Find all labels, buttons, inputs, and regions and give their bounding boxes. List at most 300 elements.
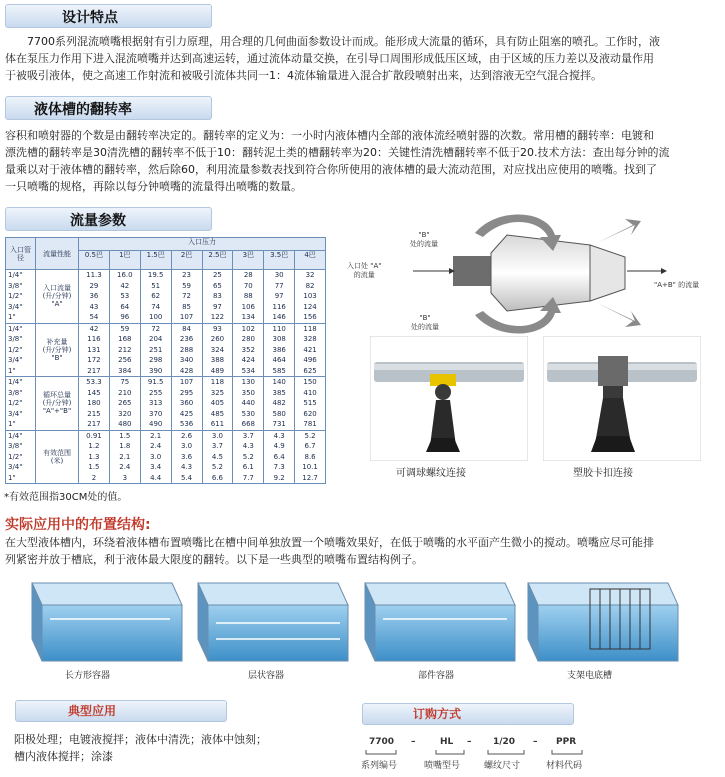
flow-value: 102 xyxy=(241,324,255,333)
flow-value: 4.9 xyxy=(273,442,285,450)
order-code-dash: – xyxy=(467,737,472,747)
flow-value: 320 xyxy=(118,409,132,418)
flow-value: 43 xyxy=(89,302,99,311)
flow-value: 82 xyxy=(305,281,315,290)
flow-value: 496 xyxy=(303,356,317,364)
flow-value: 2 xyxy=(91,473,97,482)
flow-value: 668 xyxy=(241,420,255,428)
flow-value: 360 xyxy=(179,399,194,407)
order-label-thread: 螺纹尺寸 xyxy=(484,761,521,771)
flow-value-cell xyxy=(171,430,202,484)
flow-header xyxy=(5,207,212,231)
flow-value: 116 xyxy=(87,335,101,343)
flow-value: 134 xyxy=(241,313,255,321)
label-ab-out: "A+B" 的流量 xyxy=(654,281,700,289)
flow-value: 172 xyxy=(87,356,101,364)
flow-value-cell xyxy=(79,430,110,484)
order-code-material: PPR xyxy=(556,737,577,747)
flow-value: 107 xyxy=(179,313,194,321)
flow-value: 328 xyxy=(303,335,317,343)
flow-value-cell xyxy=(202,270,233,324)
flow-value: 84 xyxy=(182,324,192,333)
flow-value: 11.3 xyxy=(86,271,102,279)
flow-value: 215 xyxy=(87,409,101,418)
flow-value: 464 xyxy=(272,356,286,364)
flow-value: 118 xyxy=(303,324,317,333)
flow-value-cell xyxy=(295,430,326,484)
flow-value: 16.0 xyxy=(117,271,133,279)
flow-value: 23 xyxy=(182,271,192,279)
flow-value: 6.1 xyxy=(242,463,254,471)
flow-footnote: *有效范围指30CM处的值。 xyxy=(4,492,128,503)
flow-value: 236 xyxy=(179,335,194,343)
tank-label-rectangular: 长方形容器 xyxy=(65,671,111,681)
flow-value: 146 xyxy=(272,313,286,321)
flow-value: 12.7 xyxy=(302,473,318,482)
label-b-bottom-letter: "B" xyxy=(419,314,431,322)
flow-value: 6.4 xyxy=(273,452,285,461)
flow-value-cell xyxy=(264,270,295,324)
flow-value: 440 xyxy=(241,399,255,407)
flow-value-cell xyxy=(202,377,233,431)
flow-value: 97 xyxy=(212,302,222,311)
flow-value: 5.2 xyxy=(242,452,254,461)
flow-arrow-out-top xyxy=(597,219,641,243)
flow-value-cell xyxy=(295,377,326,431)
flow-value-cell xyxy=(233,270,264,324)
flow-value: 1.2 xyxy=(88,442,100,450)
pressure-header-cell: 1.5巴 xyxy=(140,251,171,270)
flow-value: 490 xyxy=(149,420,163,428)
flow-table xyxy=(5,237,326,484)
flow-value: 29 xyxy=(89,281,99,290)
flow-value: 156 xyxy=(303,313,317,321)
flow-value: 265 xyxy=(118,399,132,407)
photo-ball-thread xyxy=(370,336,528,461)
flow-arrow-out-bottom xyxy=(597,303,641,327)
flow-value: 4.4 xyxy=(150,473,162,482)
flow-value-cell xyxy=(233,377,264,431)
size-value: 3/8" xyxy=(8,442,23,450)
flow-value: 130 xyxy=(241,378,255,386)
flow-value: 25 xyxy=(212,271,222,279)
flow-value: 51 xyxy=(151,281,161,290)
flow-value: 2.4 xyxy=(119,463,131,471)
flow-value: 145 xyxy=(87,388,101,397)
flow-value: 4.3 xyxy=(273,431,285,440)
flow-value: 534 xyxy=(241,366,255,375)
flow-value: 386 xyxy=(272,345,286,354)
flow-value: 536 xyxy=(179,420,194,428)
flow-value-cell xyxy=(295,323,326,377)
tank-label-layered: 层状容器 xyxy=(248,671,285,681)
flow-value: 370 xyxy=(149,409,163,418)
flow-value: 217 xyxy=(87,420,101,428)
label-a-in-letter: 入口处 "A" xyxy=(347,262,382,270)
flow-value: 485 xyxy=(210,409,225,418)
arrow-ab-out-head xyxy=(661,268,667,274)
flow-value: 390 xyxy=(149,366,163,375)
flow-value: 384 xyxy=(118,366,132,375)
caption-plastic-clip: 塑胶卡扣连接 xyxy=(573,468,633,479)
flow-value: 428 xyxy=(179,366,194,375)
flow-value: 3.0 xyxy=(211,431,223,440)
flow-value: 110 xyxy=(272,324,286,333)
flow-value: 74 xyxy=(151,302,161,311)
tank-label-rack: 支架电底槽 xyxy=(567,671,613,681)
turnover-line: 量乘以对于液体槽的翻转率，然后除60，利用流量参数表找到符合你所使用的液体槽的最大流动范围，对应找出应使用的喷嘴。找到了 xyxy=(5,163,657,176)
flow-value: 5.2 xyxy=(304,431,316,440)
flow-value: 42 xyxy=(120,281,130,290)
tank-label-parts: 部件容器 xyxy=(418,671,455,681)
size-value: 1/4" xyxy=(8,271,23,279)
flow-value: 1.5 xyxy=(119,431,131,440)
order-code-series: 7700 xyxy=(369,737,395,747)
flow-value: 489 xyxy=(210,366,225,375)
label-b-bottom-text: 处的流量 xyxy=(411,323,439,331)
group-label: 入口流量 (升/分钟) "A" xyxy=(36,270,79,324)
order-label-nozzle: 喷嘴型号 xyxy=(424,761,461,771)
flow-value: 731 xyxy=(272,420,286,428)
flow-value: 0.91 xyxy=(86,431,102,440)
flow-value: 30 xyxy=(274,271,284,279)
size-value: 1" xyxy=(8,313,16,321)
group-label: 有效范围 (米) xyxy=(36,430,79,484)
flow-value: 585 xyxy=(272,366,286,375)
typical-paragraph xyxy=(14,731,354,765)
order-code-dash: – xyxy=(533,737,538,747)
flow-value: 3.6 xyxy=(180,452,193,461)
flow-value: 1.3 xyxy=(88,452,100,461)
flow-value: 308 xyxy=(272,335,286,343)
size-value: 1/2" xyxy=(8,452,23,461)
flow-value: 480 xyxy=(118,420,132,428)
flow-value: 260 xyxy=(210,335,225,343)
tank-rectangular xyxy=(32,583,182,661)
order-code-thread: 1/20 xyxy=(493,737,516,747)
flow-value: 42 xyxy=(89,324,99,333)
flow-value: 93 xyxy=(212,324,222,333)
label-b-top xyxy=(410,231,438,249)
pressure-header-cell: 4巴 xyxy=(295,251,326,270)
flow-value: 36 xyxy=(89,292,99,300)
order-code-dash: – xyxy=(411,737,416,747)
flow-value: 6.6 xyxy=(211,473,223,482)
pressure-header-cell: 0.5巴 xyxy=(79,251,110,270)
turnover-title: 液体槽的翻转率 xyxy=(34,102,132,118)
order-code-nozzle: HL xyxy=(440,737,454,747)
flow-value: 32 xyxy=(305,271,315,279)
flow-value: 83 xyxy=(212,292,222,300)
size-value: 1/2" xyxy=(8,292,23,300)
flow-value: 9.2 xyxy=(273,473,285,482)
flow-value: 118 xyxy=(210,378,225,386)
typical-line: 槽内液体搅拌；涂漆 xyxy=(14,750,113,763)
flow-value: 313 xyxy=(149,399,163,407)
flow-value: 64 xyxy=(120,302,130,311)
flow-value-cell xyxy=(202,323,233,377)
turnover-line: 漂洗槽的翻转率是30清洗槽的翻转率不低于10：翻转泥土类的槽翻转率为20：关键性清洗槽翻转率不低于20.技术方法：查出每分钟的流 xyxy=(5,146,670,159)
flow-value-cell xyxy=(295,270,326,324)
flow-value: 295 xyxy=(179,388,194,397)
flow-value: 2.1 xyxy=(150,431,162,440)
flow-value-cell xyxy=(264,430,295,484)
flow-group-row xyxy=(6,377,326,431)
flow-value: 72 xyxy=(151,324,161,333)
size-value: 1/4" xyxy=(8,431,23,440)
flow-value: 405 xyxy=(210,399,225,407)
flow-value-cell xyxy=(171,377,202,431)
size-value: 1" xyxy=(8,473,16,482)
flow-value: 100 xyxy=(149,313,163,321)
pressure-header-cell: 2.5巴 xyxy=(202,251,233,270)
flow-value: 210 xyxy=(118,388,132,397)
turnover-line: 容积和喷射器的个数是由翻转率决定的。翻转率的定义为：一小时内液体槽内全部的液体流经喷射器的次数。常用槽的翻转率：电镀和 xyxy=(5,129,654,142)
caption-ball-thread: 可调球螺纹连接 xyxy=(396,468,466,479)
size-cell xyxy=(6,430,36,484)
size-value: 3/4" xyxy=(8,356,23,364)
order-label-material: 材料代码 xyxy=(546,761,583,771)
flow-value: 256 xyxy=(118,356,132,364)
flow-value: 1.8 xyxy=(119,442,131,450)
flow-value-cell xyxy=(109,377,140,431)
flow-value: 70 xyxy=(243,281,253,290)
flow-value-cell xyxy=(202,430,233,484)
flow-value: 8.6 xyxy=(304,452,316,461)
features-title: 设计特点 xyxy=(62,10,118,26)
typical-title: 典型应用 xyxy=(68,704,117,718)
flow-value: 5.4 xyxy=(180,473,193,482)
label-b-top-text: 处的流量 xyxy=(410,240,438,248)
flow-value: 106 xyxy=(241,302,255,311)
label-a-in-text: 的流量 xyxy=(353,271,375,279)
flow-value: 217 xyxy=(87,366,101,375)
size-value: 1/4" xyxy=(8,378,23,386)
flow-value-cell xyxy=(140,377,171,431)
flow-value-cell xyxy=(233,430,264,484)
photo-plastic-clip xyxy=(543,336,701,461)
flow-value: 103 xyxy=(303,292,317,300)
flow-value: 85 xyxy=(182,302,192,311)
flow-value: 7.7 xyxy=(242,473,254,482)
flow-value: 580 xyxy=(272,409,286,418)
flow-value: 4.3 xyxy=(180,463,193,471)
flow-value-cell xyxy=(140,270,171,324)
flow-value: 3.0 xyxy=(150,452,162,461)
size-value: 1/2" xyxy=(8,345,23,354)
turnover-header xyxy=(5,96,212,120)
typical-line: 阳极处理；电镀液搅拌；液体中清洗；液体中蚀刻； xyxy=(14,733,267,746)
flow-value: 3.7 xyxy=(211,442,223,450)
flow-value: 1.5 xyxy=(88,463,100,471)
flow-value: 91.5 xyxy=(147,378,164,386)
flow-value: 168 xyxy=(118,335,132,343)
layout-title: 实际应用中的布置结构: xyxy=(5,517,151,533)
flow-value: 2.6 xyxy=(180,431,193,440)
flow-value: 59 xyxy=(182,281,192,290)
flow-value: 352 xyxy=(241,345,255,354)
size-value: 3/8" xyxy=(8,335,23,343)
flow-value: 424 xyxy=(241,356,255,364)
flow-value: 77 xyxy=(274,281,284,290)
label-a-in xyxy=(347,262,381,280)
flow-value: 96 xyxy=(120,313,130,321)
flow-value-cell xyxy=(171,323,202,377)
layout-line: 列紧密并放于槽底，利于液体最大限度的翻转。以下是一些典型的喷嘴布置结构例子。 xyxy=(5,553,423,566)
flow-value: 350 xyxy=(241,388,255,397)
features-line: 体在泵压力作用下进入混流喷嘴并达到高速运转，通过流体动量交换，在引导口周围形成低压区域，由于区域的压力差以及液动量作用 xyxy=(5,52,654,65)
flow-value: 65 xyxy=(212,281,222,290)
flow-value: 53 xyxy=(120,292,130,300)
flow-value-cell xyxy=(171,270,202,324)
flow-value: 212 xyxy=(118,345,132,354)
flow-value: 325 xyxy=(210,388,225,397)
pressure-header-cell: 2巴 xyxy=(171,251,202,270)
flow-value-cell xyxy=(233,323,264,377)
order-label-series: 系列编号 xyxy=(361,761,398,771)
size-value: 3/4" xyxy=(8,302,23,311)
nozzle-outlet xyxy=(590,245,625,301)
flow-value-cell xyxy=(140,430,171,484)
flow-value-cell xyxy=(140,323,171,377)
flow-value: 3 xyxy=(122,473,128,482)
flow-value-cell xyxy=(109,270,140,324)
flow-value: 19.5 xyxy=(147,271,164,279)
flow-table-header-row xyxy=(6,238,326,251)
flow-value: 10.1 xyxy=(302,463,318,471)
flow-value: 122 xyxy=(210,313,225,321)
flow-value: 53.3 xyxy=(86,378,102,386)
tank-illustrations xyxy=(10,575,720,665)
pressure-header-cell: 1巴 xyxy=(109,251,140,270)
group-label: 补充量 (升/分钟) "B" xyxy=(36,323,79,377)
size-value: 3/8" xyxy=(8,281,23,290)
flow-value-cell xyxy=(109,430,140,484)
size-value: 1/4" xyxy=(8,324,23,333)
layout-line: 在大型液体槽内，环绕着液体槽布置喷嘴比在槽中间单独放置一个喷嘴效果好，在低于喷嘴的水平面产生微小的搅动。喷嘴应尽可能排 xyxy=(5,536,654,549)
col-size-header: 入口管径 xyxy=(6,238,36,270)
size-value: 3/4" xyxy=(8,463,23,471)
order-title: 订购方式 xyxy=(413,707,462,721)
nozzle-flow-diagram xyxy=(335,213,720,335)
flow-value: 410 xyxy=(303,388,317,397)
flow-value: 72 xyxy=(182,292,192,300)
flow-value: 97 xyxy=(274,292,284,300)
order-header xyxy=(362,703,574,725)
flow-value: 3.0 xyxy=(180,442,193,450)
flow-value: 298 xyxy=(149,356,163,364)
flow-value: 4.5 xyxy=(211,452,223,461)
flow-value: 5.2 xyxy=(211,463,223,471)
flow-value: 280 xyxy=(241,335,255,343)
flow-value-cell xyxy=(79,377,110,431)
col-perf-header: 流量性能 xyxy=(36,238,79,270)
flow-value: 3.4 xyxy=(150,463,162,471)
flow-value-cell xyxy=(264,377,295,431)
label-b-bottom xyxy=(411,314,439,332)
flow-value: 180 xyxy=(87,399,101,407)
flow-group-row xyxy=(6,430,326,484)
flow-value: 4.3 xyxy=(242,442,254,450)
flow-value-cell xyxy=(109,323,140,377)
flow-value-cell xyxy=(79,323,110,377)
size-cell xyxy=(6,377,36,431)
size-value: 3/4" xyxy=(8,409,23,418)
flow-value: 425 xyxy=(179,409,194,418)
turnover-line: 一只喷嘴的规格，再除以每分钟喷嘴的流量得出喷嘴的数量。 xyxy=(5,180,302,193)
flow-value: 340 xyxy=(179,356,194,364)
flow-value: 388 xyxy=(210,356,225,364)
col-pressure-header: 入口压力 xyxy=(79,238,326,251)
flow-value: 131 xyxy=(87,345,101,354)
flow-value: 251 xyxy=(149,345,163,354)
flow-value: 482 xyxy=(272,399,286,407)
pressure-header-cell: 3.5巴 xyxy=(264,251,295,270)
flow-value: 7.3 xyxy=(273,463,285,471)
flow-value: 204 xyxy=(149,335,163,343)
flow-value: 75 xyxy=(120,378,130,386)
size-value: 1/2" xyxy=(8,399,23,407)
typical-header xyxy=(15,700,227,722)
flow-value: 625 xyxy=(303,366,317,375)
flow-value: 620 xyxy=(303,409,317,418)
size-cell xyxy=(6,323,36,377)
flow-group-row xyxy=(6,270,326,324)
layout-paragraph xyxy=(5,534,721,568)
flow-value: 88 xyxy=(243,292,253,300)
flow-value: 781 xyxy=(303,420,317,428)
size-cell xyxy=(6,270,36,324)
features-line: 7700系列混流喷嘴根据射有引力原理，用合理的几何曲面参数设计而成。能形成大流量的循环，具有防止阻塞的喷孔。工作时，液 xyxy=(27,35,660,48)
tank-layered xyxy=(198,583,348,661)
flow-value: 54 xyxy=(89,313,99,321)
flow-value: 2.1 xyxy=(119,452,131,461)
flow-group-row xyxy=(6,323,326,377)
flow-value: 107 xyxy=(179,378,194,386)
nozzle-body xyxy=(491,235,603,311)
size-value: 1" xyxy=(8,420,16,428)
flow-value: 6.7 xyxy=(304,442,316,450)
features-header xyxy=(5,4,212,28)
flow-value: 324 xyxy=(210,345,225,354)
tank-rack-plating xyxy=(528,583,678,661)
flow-value: 288 xyxy=(179,345,194,354)
flow-value: 515 xyxy=(303,399,317,407)
size-value: 3/8" xyxy=(8,388,23,397)
flow-value: 385 xyxy=(272,388,286,397)
features-line: 于被吸引液体，使之高速工作射流和被吸引流体共同一1：4流体输量进入混合扩散段喷射出来，达到溶液无空气混合搅拌。 xyxy=(5,69,602,82)
pressure-header-cell: 3巴 xyxy=(233,251,264,270)
flow-value-cell xyxy=(264,323,295,377)
features-paragraph xyxy=(5,33,721,84)
flow-value: 2.4 xyxy=(150,442,162,450)
tank-parts xyxy=(365,583,515,661)
flow-value: 3.7 xyxy=(242,431,254,440)
flow-title: 流量参数 xyxy=(70,213,126,229)
size-value: 1" xyxy=(8,366,16,375)
flow-value-cell xyxy=(79,270,110,324)
flow-value: 59 xyxy=(120,324,130,333)
flow-value: 530 xyxy=(241,409,255,418)
nozzle-inlet xyxy=(453,256,491,286)
flow-value: 421 xyxy=(303,345,317,354)
flow-value: 124 xyxy=(303,302,317,311)
group-label: 循环总量 (升/分钟) "A"+"B" xyxy=(36,377,79,431)
flow-value: 255 xyxy=(149,388,163,397)
flow-value: 140 xyxy=(272,378,286,386)
flow-value: 28 xyxy=(243,271,253,279)
flow-value: 150 xyxy=(303,378,317,386)
